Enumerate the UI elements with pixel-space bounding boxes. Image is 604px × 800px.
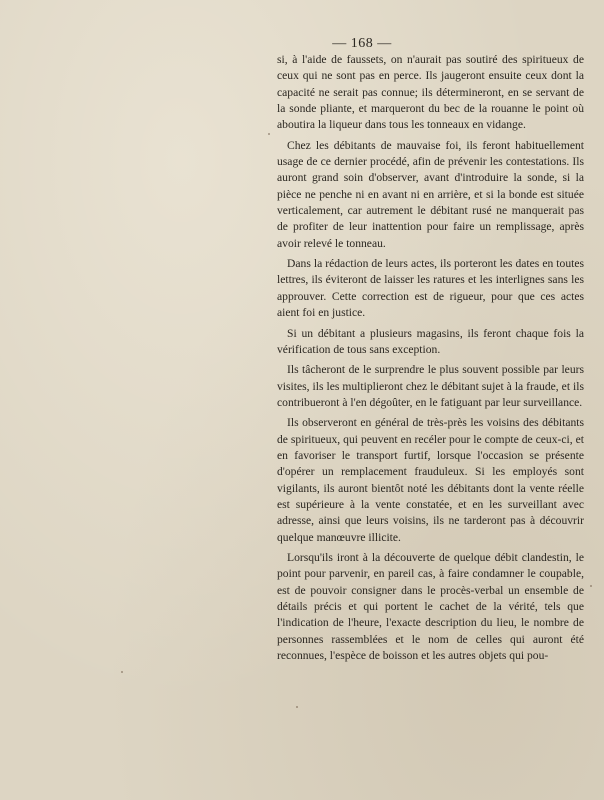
paragraph-4: Si un débitant a plusieurs magasins, ils feront chaque fois la vérification de tous sans exception. xyxy=(277,326,584,356)
paragraph-5: Ils tâcheront de le surprendre le plus souvent possible par leurs visites, ils les multiplieront chez le débitant sujet à la fraude, et ils contribueront à l'en dégoûter, en le fatiguant par leur surveillance. xyxy=(277,363,584,409)
body-text xyxy=(277,52,584,664)
paragraph-3: Dans la rédaction de leurs actes, ils porteront les dates en toutes lettres, ils éviteront de laisser les ratures et les interlignes sans les approuver. Cette correction est de rigueur, pour que ces actes aient foi en justice. xyxy=(277,257,584,320)
paragraph-2: Chez les débitants de mauvaise foi, ils feront habituellement usage de ce dernier procédé, afin de prévenir les contestations. Ils auront grand soin d'observer, avant d'introduire la sonde, si la pièce ne penche ni en avant ni en arrière, et si la bonde est située verticalement, car autrement le débitant rusé ne manquerait pas de profiter de leur inattention pour faire un remplissage, après avoir relevé le tonneau. xyxy=(277,138,584,250)
paper-speck xyxy=(296,706,298,708)
paper-speck xyxy=(590,585,592,587)
paragraph-6: Ils observeront en général de très-près les voisins des débitants de spiritueux, qui peuvent en recéler pour le compte de ceux-ci, et en favoriser le transport furtif, lorsque l'occasion se présente d'opérer un remplacement frauduleux. Si les employés sont vigilants, ils auront bientôt noté les débitants dont la vente réelle est supérieure à la vente constatée, et en les surveillant avec adresse, ainsi que leurs voisins, ils ne tarderont pas à découvrir quelque manœuvre illicite. xyxy=(277,416,584,544)
paper-speck xyxy=(268,133,270,135)
paper-speck xyxy=(121,671,123,673)
paragraph-1: si, à l'aide de faussets, on n'aurait pas soutiré des spiritueux de ceux qui ne sont pas en perce. Ils jaugeront ensuite ceux dont la capacité ne serait pas connue; ils détermineront, en se servant de la sonde pliante, et marqueront du bec de la rouanne le point où aboutira la liqueur dans tous les tonneaux en vidange. xyxy=(277,53,584,132)
paragraph-7: Lorsqu'ils iront à la découverte de quelque débit clandestin, le point pour parvenir, en pareil cas, à faire condamner le coupable, est de pouvoir consigner dans le procès-verbal un ensemble de détails précis et qui portent le cachet de la vérité, tels que l'indication de l'heure, l'exacte description du lieu, le nombre de personnes rassemblées et le nom de celles qui auront été reconnues, l'espèce de boisson et les autres objets qui pou- xyxy=(277,550,584,663)
page-number: — 168 — xyxy=(332,36,392,51)
